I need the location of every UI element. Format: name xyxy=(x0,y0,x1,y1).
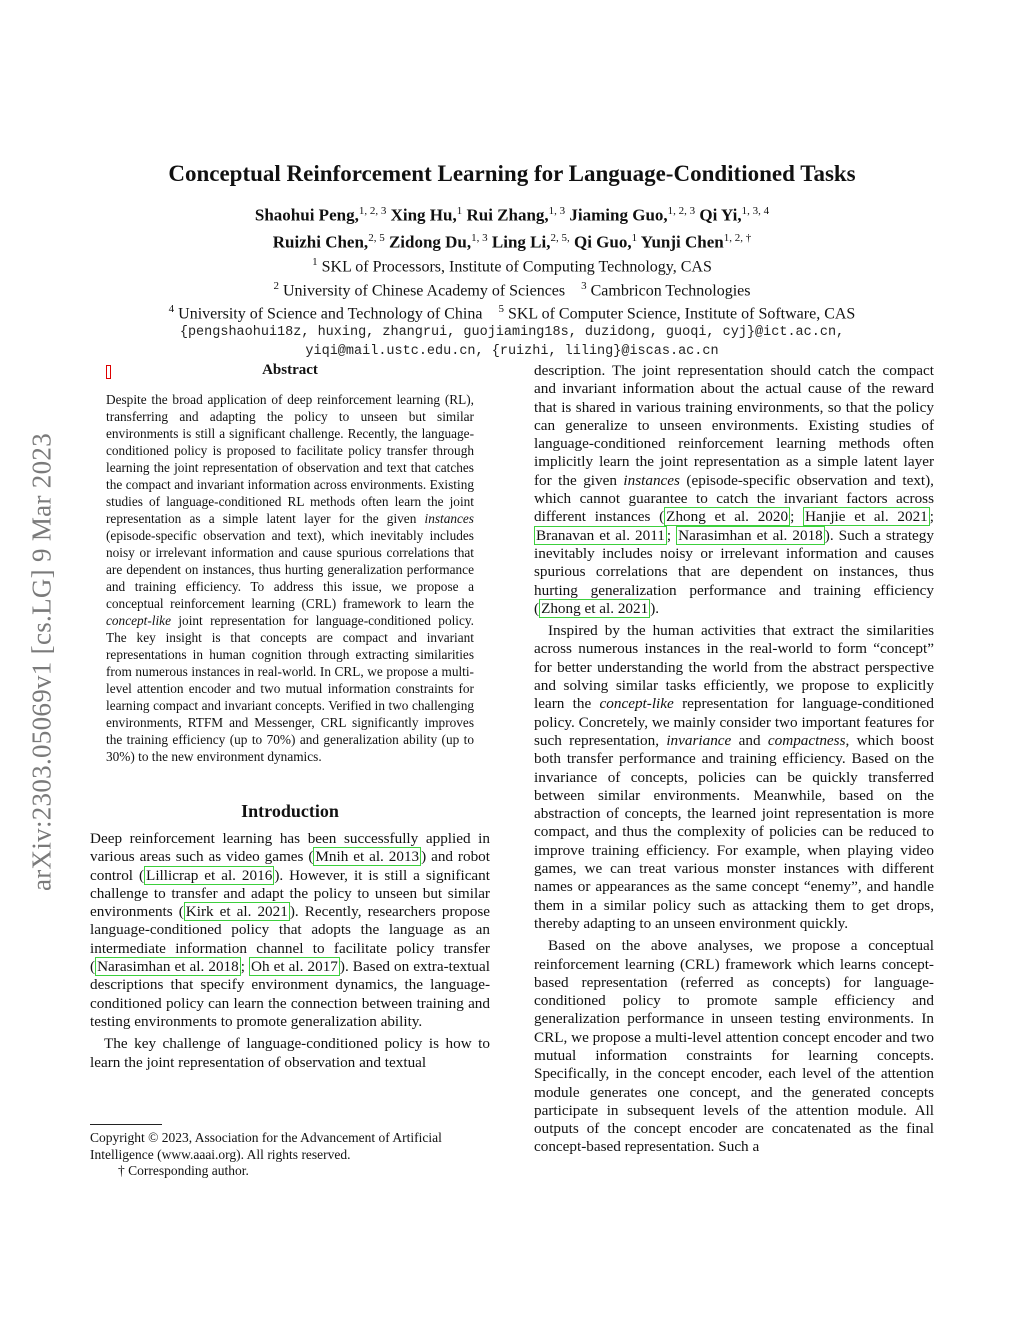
author-name: Rui Zhang, xyxy=(466,205,549,225)
affiliation-1: $^1$ SKL of Processors, Institute of Computing Technology, CAS xyxy=(312,256,712,276)
citation-link[interactable]: Hanjie et al. 2021 xyxy=(805,508,928,526)
author-name: Zidong Du, xyxy=(388,232,472,252)
author-name: Shaohui Peng, xyxy=(254,205,359,225)
author-sup: 1 xyxy=(456,205,463,217)
footnote-rule xyxy=(90,1124,162,1125)
citation-link[interactable]: Mnih et al. 2013 xyxy=(315,848,420,866)
author-sup: 1, 3 xyxy=(548,205,566,217)
right-paragraph-1: Inspired by the human activities that extract the similarities across numerous instances in the real-world to form “concept” for better understanding the world from the abstract perspective and solving similar tasks efficiently, we propose to explicitly learn the concept-like representation for language-conditioned policy. Concretely, we mainly consider two important features for such representation, invariance and compactness, which boost both transfer performance and training efficiency. Based on the invariance of concepts, policies can be quickly transferred between similar environments. Meanwhile, based on the abstraction of concepts, the learned joint representation is more compact, and thus the complexity of policies can be reduced to improve training efficiency. For example, when playing video games, we can treat various monster instances with different names or appearances as the same concept “enemy”, and handle them in a similar policy such as attacking them to get drops, thereby adapting to an unseen environment quickly. xyxy=(534,622,934,932)
citation-link[interactable]: Narasimhan et al. 2018 xyxy=(678,526,823,544)
author-sup: 1, 2, 3 xyxy=(667,205,696,217)
author-name: Xing Hu, xyxy=(390,205,457,225)
author-name: Ruizhi Chen, xyxy=(272,232,369,252)
citation-link[interactable]: Zhong et al. 2020 xyxy=(666,508,789,526)
intro-paragraph-2: The key challenge of language-conditioned policy is how to learn the joint representation of observation and textual xyxy=(90,1035,490,1071)
paper-title: Conceptual Reinforcement Learning for Language-Conditioned Tasks xyxy=(168,161,856,186)
author-name: Yunji Chen xyxy=(640,232,724,252)
citation-link[interactable]: Narasimhan et al. 2018 xyxy=(97,958,239,976)
affiliation-4-5: $^4$ University of Science and Technology of China $^5$ SKL of Computer Science, Institute of Software, CAS xyxy=(168,302,856,323)
abstract-heading: Abstract xyxy=(90,362,490,379)
copyright-notice: Copyright © 2023, Association for the Advancement of Artificial Intelligence (www.aaai.org). All rights reserved. xyxy=(90,1130,442,1162)
author-sup: 1 xyxy=(631,231,638,244)
arxiv-sidebar-stamp xyxy=(22,362,62,962)
annotation-marker xyxy=(106,365,111,379)
right-paragraph-0: description. The joint representation should catch the compact and invariant information about the actual cause of the reward that is shared in various training environments, so that the policy can generalize to unseen environments. Existing studies of language-conditioned reinforcement learning methods often implicitly learn the joint representation as a simple latent layer for the given instances (episode-specific observation and text), which cannot guarantee to catch the invariant factors across different instances ( Zhong et al. 2020 ; Hanjie et al. 2021 ; Branavan et al. 2011 ; Narasimhan et al. 2018 ). Such a strategy inevitably includes noisy or irrelevant information and causes spurious correlations that are dependent on instances, thus hurting generalization performance and training efficiency ( Zhong et al. 2021 ). xyxy=(534,362,934,617)
author-name: Qi Yi, xyxy=(699,205,742,225)
email-line-2: yiqi@mail.ustc.edu.cn, {ruizhi, liling}@iscas.ac.cn xyxy=(305,344,719,360)
author-sup: 1, 2, 3 xyxy=(358,205,387,217)
citation-link[interactable]: Branavan et al. 2011 xyxy=(536,526,665,544)
author-sup: 2, 5, xyxy=(550,231,570,244)
author-sup: 1, 2, † xyxy=(723,231,752,244)
paper-header xyxy=(90,160,934,361)
author-name: Jiaming Guo, xyxy=(569,205,668,225)
citation-link[interactable]: Lillicrap et al. 2016 xyxy=(146,866,273,884)
author-sup: 1, 3 xyxy=(471,231,488,244)
affiliation-2-3: $^2$ University of Chinese Academy of Sciences $^3$ Cambricon Technologies xyxy=(273,279,751,299)
right-paragraph-2: Based on the above analyses, we propose a conceptual reinforcement learning (CRL) framework which learns concept-based representation (referred as concepts) for language-conditioned policy to promote sample efficiency and generalization performance in unseen testing environments. In CRL, we propose a multi-level attention concept encoder and two mutual information constraints for learning concepts. Specifically, in the concept encoder, each level of the attention module generates one concept, and the generated concepts participate in subsequent levels of the attention module. All outputs of the concept encoder are concatenated as the final concept-based representation. Such a xyxy=(534,937,934,1156)
section-heading-introduction: Introduction xyxy=(241,801,339,821)
abstract-text: Despite the broad application of deep reinforcement learning (RL), transferring and adapting the policy to unseen but similar environments is still a significant challenge. Recently, the language-conditioned policy is proposed to facilitate policy transfer through learning the joint representation of observation and text that catches the compact and invariant information across environments. Existing studies of language-conditioned RL methods often learn the joint representation as a simple latent layer for the given instances (episode-specific observation and text), which inevitably includes noisy or irrelevant information and cause spurious correlations that are dependent on instances, thus hurting generalization performance and training efficiency. To address this issue, we propose a conceptual reinforcement learning (CRL) framework to learn the concept-like joint representation for language-conditioned policy. The key insight is that concepts are compact and invariant representations in human cognition through extracting similarities from numerous instances in real-world. In CRL, we propose a multi-level attention encoder and two mutual information constraints for learning compact and invariant concepts. Verified in two challenging environments, RTFM and Messenger, CRL significantly improves the training efficiency (up to 70%) and generalization ability (up to 30%) to the new environment dynamics. xyxy=(106,392,474,764)
right-column xyxy=(534,362,934,1157)
author-name: Ling Li, xyxy=(491,232,551,252)
author-sup: 2, 5 xyxy=(368,231,385,244)
corresponding-author-note: † Corresponding author. xyxy=(118,1163,249,1178)
citation-link[interactable]: Zhong et al. 2021 xyxy=(541,599,649,617)
arxiv-id: arXiv:2303.05069v1 [cs.LG] 9 Mar 2023 xyxy=(26,432,57,892)
citation-link[interactable]: Kirk et al. 2021 xyxy=(185,903,288,921)
author-sup: 1, 3, 4 xyxy=(741,205,770,217)
author-line-2 xyxy=(90,227,934,254)
author-line-1 xyxy=(90,200,934,227)
footnote xyxy=(90,1130,490,1180)
email-line-1: {pengshaohui18z, huxing, zhangrui, guojiaming18s, duzidong, guoqi, cyj}@ict.ac.cn, xyxy=(179,325,845,341)
left-column xyxy=(90,362,490,1072)
intro-paragraph-1: Deep reinforcement learning has been successfully applied in various areas such as video games ( Mnih et al. 2013 ) and robot control ( Lillicrap et al. 2016 ). However, it is still a significant challenge to transfer and adapt the policy to unseen but similar environments ( Kirk et al. 2021 ). Recently, researchers propose language-conditioned policy that adopts the language as an intermediate information channel to facilitate policy transfer ( Narasimhan et al. 2018 ; Oh et al. 2017 ). Based on extra-textual descriptions that specify environment dynamics, the language-conditioned policy can learn the connection between training and testing environments to promote generalization ability. xyxy=(90,830,490,1030)
author-name: Qi Guo, xyxy=(573,232,632,252)
citation-link[interactable]: Oh et al. 2017 xyxy=(251,958,338,976)
